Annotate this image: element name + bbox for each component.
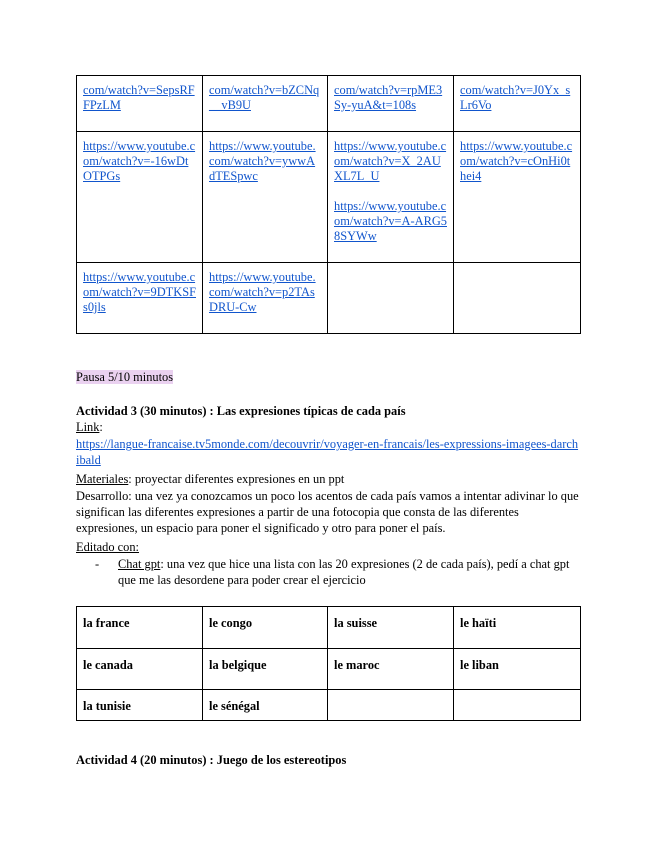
chatgpt-bullet: [95, 556, 580, 588]
video-link[interactable]: https://www.youtube.com/watch?v=-16wDtOTPGs: [83, 139, 196, 183]
desarrollo-paragraph: Desarrollo: una vez ya conozcamos un poco los acentos de cada país vamos a intentar adivinar lo que significan las diferentes expresiones a partir de una fotocopia que consta de las diferentes expresiones, un espacio para poner el significado y otro para poner el país.: [76, 489, 579, 535]
video-links-table: [76, 75, 581, 334]
table-cell: [203, 263, 328, 334]
table-cell: [77, 76, 203, 132]
country-cell: la belgique: [203, 649, 328, 690]
table-cell: [77, 263, 203, 334]
materiales-text: : proyectar diferentes expresiones en un ppt: [128, 472, 345, 486]
table-cell: [328, 76, 454, 132]
table-cell: [328, 132, 454, 263]
table-row: [77, 690, 581, 721]
video-link[interactable]: com/watch?v=bZCNq__vB9U: [209, 83, 320, 112]
country-cell: le canada: [77, 649, 203, 690]
link-url-block: [76, 436, 581, 468]
video-link[interactable]: https://www.youtube.com/watch?v=X_2AUXL7L_U: [334, 139, 447, 183]
country-cell: le liban: [454, 649, 581, 690]
country-cell: la tunisie: [77, 690, 203, 721]
video-link[interactable]: com/watch?v=J0Yx_sLr6Vo: [460, 83, 571, 112]
table-row: [77, 263, 581, 334]
video-link[interactable]: com/watch?v=rpME3Sy-yuA&t=108s: [334, 83, 443, 112]
countries-table: [76, 606, 581, 721]
pausa-line: [76, 369, 581, 385]
pausa-highlight: Pausa 5/10 minutos: [76, 370, 174, 384]
editado-line: [76, 539, 581, 555]
country-cell: le maroc: [328, 649, 454, 690]
materiales-label: Materiales: [76, 472, 129, 486]
editado-label: Editado con:: [76, 540, 139, 554]
chatgpt-text: : una vez que hice una lista con las 20 expresiones (2 de cada país), pedí a chat gpt que me las desordene para poder crear el ejercicio: [118, 557, 570, 587]
table-row: [77, 649, 581, 690]
table-cell: [203, 76, 328, 132]
bullet-dash: -: [95, 557, 100, 571]
country-cell: le haïti: [454, 607, 581, 649]
country-cell: le congo: [203, 607, 328, 649]
video-link[interactable]: https://www.youtube.com/watch?v=cOnHi0thei4: [460, 139, 573, 183]
materiales-line: [76, 471, 581, 487]
video-link[interactable]: https://www.youtube.com/watch?v=ywwAdTESpwc: [209, 139, 316, 183]
table-cell: [328, 263, 454, 334]
country-cell: [454, 690, 581, 721]
video-link[interactable]: https://www.youtube.com/watch?v=A-ARG58SYWw: [334, 199, 447, 243]
actividad-3-title: Actividad 3 (30 minutos) : Las expresiones típicas de cada país: [76, 404, 406, 418]
country-cell: la suisse: [328, 607, 454, 649]
country-cell: [328, 690, 454, 721]
country-cell: la france: [77, 607, 203, 649]
table-row: [77, 607, 581, 649]
tv5monde-link[interactable]: https://langue-francaise.tv5monde.com/decouvrir/voyager-en-francais/les-expressions-imagees-darchibald: [76, 437, 579, 467]
country-cell: le sénégal: [203, 690, 328, 721]
link-colon: :: [99, 420, 103, 434]
link-line: [76, 419, 581, 435]
link-label: Link: [76, 420, 100, 434]
video-link[interactable]: https://www.youtube.com/watch?v=9DTKSFs0jls: [83, 270, 196, 314]
video-link[interactable]: https://www.youtube.com/watch?v=p2TAsDRU-Cw: [209, 270, 316, 314]
chatgpt-label: Chat gpt: [118, 557, 161, 571]
video-link[interactable]: com/watch?v=SepsRFFPzLM: [83, 83, 195, 112]
table-cell: [454, 76, 581, 132]
table-cell: [77, 132, 203, 263]
table-cell: [203, 132, 328, 263]
table-row: [77, 132, 581, 263]
table-row: [77, 76, 581, 132]
table-cell: [454, 132, 581, 263]
table-cell: [454, 263, 581, 334]
bullet-text: [118, 556, 580, 588]
actividad-4-title: Actividad 4 (20 minutos) : Juego de los estereotipos: [76, 753, 347, 767]
